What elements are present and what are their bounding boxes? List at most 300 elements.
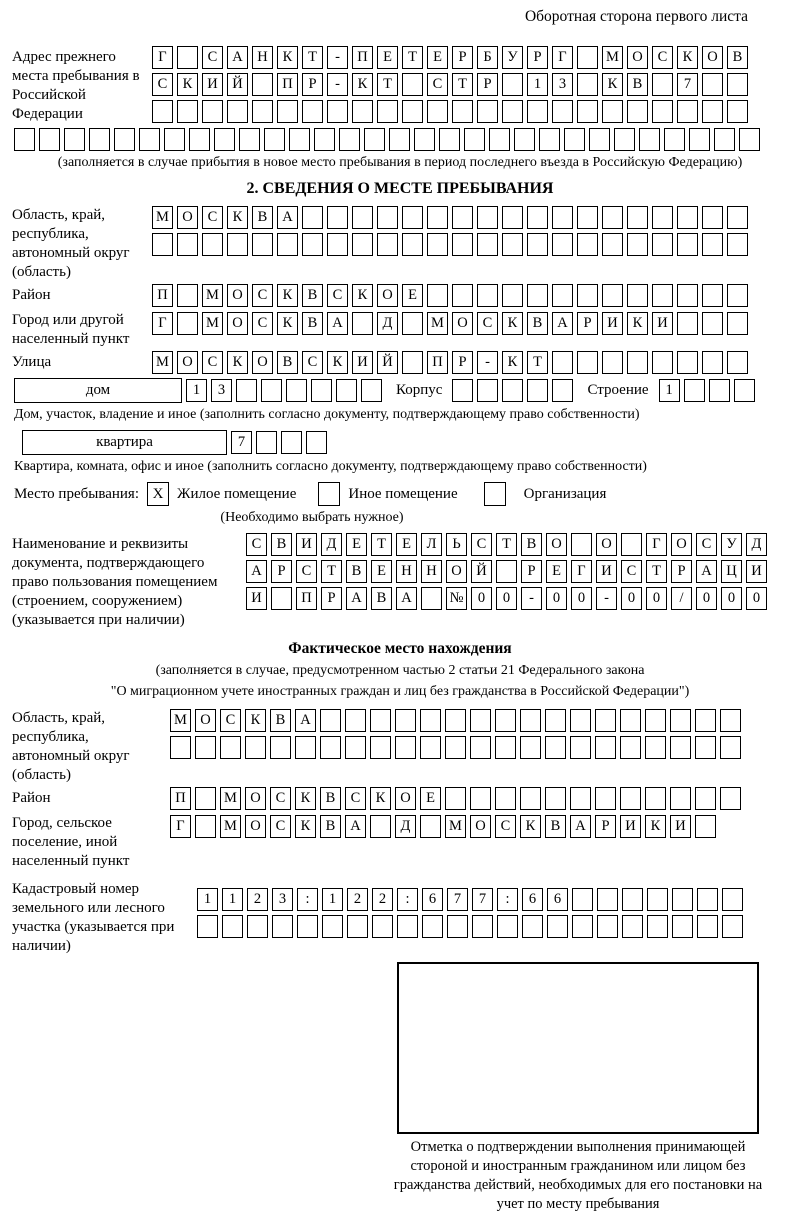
region-row-1 (152, 206, 748, 229)
char-cell: К (177, 73, 198, 96)
char-cell: К (295, 787, 316, 810)
char-cell: Е (402, 284, 423, 307)
char-cell (470, 709, 491, 732)
char-cell: 3 (272, 888, 293, 911)
char-cell: М (220, 787, 241, 810)
char-cell: 6 (522, 888, 543, 911)
char-cell (702, 206, 723, 229)
char-cell: К (352, 73, 373, 96)
char-cell (502, 379, 523, 402)
actual-district-row (170, 787, 741, 810)
char-cell: Т (527, 351, 548, 374)
char-cell: Н (396, 560, 417, 583)
char-cell (622, 888, 643, 911)
char-cell (302, 233, 323, 256)
char-cell (545, 709, 566, 732)
stay-type-label: Место пребывания: (14, 485, 139, 502)
char-cell (595, 736, 616, 759)
char-cell: А (552, 312, 573, 335)
char-cell: О (671, 533, 692, 556)
char-cell (370, 736, 391, 759)
house-line (14, 378, 788, 403)
apartment-caption: Квартира, комната, офис и иное (заполнить согласно документу, подтверждающему право собственности) (14, 459, 647, 474)
char-cell (427, 206, 448, 229)
char-cell (520, 709, 541, 732)
char-cell: Е (396, 533, 417, 556)
char-cell: 0 (721, 587, 742, 610)
char-cell: Р (302, 73, 323, 96)
char-cell: Д (321, 533, 342, 556)
char-cell (452, 233, 473, 256)
char-cell (261, 379, 282, 402)
char-cell: У (502, 46, 523, 69)
char-cell: 0 (471, 587, 492, 610)
char-cell (195, 736, 216, 759)
char-cell (697, 915, 718, 938)
char-cell (361, 379, 382, 402)
char-cell (177, 312, 198, 335)
apartment-cells (231, 431, 327, 454)
char-cell (620, 709, 641, 732)
char-cell: С (471, 533, 492, 556)
document-block (12, 533, 788, 630)
prev-address-row-3 (152, 100, 748, 123)
char-cell: Г (152, 312, 173, 335)
district-label: Район (12, 287, 51, 303)
option-residential-label: Жилое помещение (177, 485, 297, 502)
char-cell: П (296, 587, 317, 610)
prev-address-row-2 (152, 73, 748, 96)
char-cell (139, 128, 160, 151)
actual-district-label: Район (12, 790, 51, 806)
char-cell (602, 284, 623, 307)
char-cell (281, 431, 302, 454)
char-cell (589, 128, 610, 151)
char-cell: К (295, 815, 316, 838)
char-cell (302, 206, 323, 229)
house-cells (186, 379, 382, 402)
char-cell (445, 709, 466, 732)
char-cell (545, 787, 566, 810)
prev-address-label: Адрес прежнего места пребывания в Российской Федерации (12, 49, 140, 122)
char-cell (677, 284, 698, 307)
char-cell: 0 (696, 587, 717, 610)
char-cell (402, 100, 423, 123)
char-cell (421, 587, 442, 610)
char-cell: Ь (446, 533, 467, 556)
actual-district-block (12, 787, 788, 810)
char-cell: И (596, 560, 617, 583)
char-cell: В (302, 284, 323, 307)
char-cell: И (352, 351, 373, 374)
char-cell (452, 100, 473, 123)
prev-address-row-1 (152, 46, 748, 69)
char-cell (170, 736, 191, 759)
char-cell (502, 73, 523, 96)
char-cell (621, 533, 642, 556)
char-cell: В (302, 312, 323, 335)
char-cell: С (427, 73, 448, 96)
char-cell (495, 709, 516, 732)
char-cell (370, 709, 391, 732)
char-cell (552, 206, 573, 229)
char-cell: А (327, 312, 348, 335)
char-cell: Н (421, 560, 442, 583)
char-cell: Г (152, 46, 173, 69)
char-cell (347, 915, 368, 938)
char-cell (311, 379, 332, 402)
char-cell: 7 (677, 73, 698, 96)
char-cell (477, 206, 498, 229)
char-cell (352, 206, 373, 229)
char-cell (189, 128, 210, 151)
char-cell: С (495, 815, 516, 838)
char-cell (695, 736, 716, 759)
char-cell (352, 312, 373, 335)
char-cell (645, 787, 666, 810)
stroenie-label: Строение (587, 382, 649, 398)
char-cell: М (202, 284, 223, 307)
char-cell (727, 73, 748, 96)
char-cell (722, 915, 743, 938)
city-row (152, 309, 748, 335)
char-cell (702, 351, 723, 374)
char-cell (306, 431, 327, 454)
char-cell (427, 100, 448, 123)
char-cell (702, 284, 723, 307)
char-cell: С (652, 46, 673, 69)
char-cell: / (671, 587, 692, 610)
char-cell: М (202, 312, 223, 335)
char-cell (684, 379, 705, 402)
char-cell: И (246, 587, 267, 610)
actual-location-caption-2: "О миграционном учете иностранных граждан и лиц без гражданства в Российской Федерации") (110, 684, 690, 699)
char-cell: О (227, 312, 248, 335)
char-cell: О (702, 46, 723, 69)
char-cell: О (627, 46, 648, 69)
document-row-3 (246, 587, 767, 610)
char-cell: К (277, 312, 298, 335)
char-cell (297, 915, 318, 938)
char-cell: О (596, 533, 617, 556)
char-cell: С (621, 560, 642, 583)
region-block (12, 204, 788, 282)
char-cell (227, 233, 248, 256)
char-cell (277, 233, 298, 256)
char-cell: Р (321, 587, 342, 610)
char-cell (677, 206, 698, 229)
char-cell: М (220, 815, 241, 838)
char-cell: И (670, 815, 691, 838)
actual-city-label: Город, сельское поселение, иной населенный пункт (12, 815, 130, 869)
char-cell (527, 284, 548, 307)
char-cell: 7 (472, 888, 493, 911)
char-cell: О (195, 709, 216, 732)
city-block (12, 309, 788, 349)
char-cell: К (502, 312, 523, 335)
char-cell (652, 233, 673, 256)
char-cell (714, 128, 735, 151)
char-cell (427, 233, 448, 256)
char-cell: О (470, 815, 491, 838)
char-cell: О (252, 351, 273, 374)
char-cell (697, 888, 718, 911)
char-cell (245, 736, 266, 759)
char-cell (577, 233, 598, 256)
prev-address-caption: (заполняется в случае прибытия в новое место пребывания в период последнего въезда в Российскую Федерацию) (57, 155, 743, 170)
char-cell: Й (227, 73, 248, 96)
char-cell: Т (402, 46, 423, 69)
char-cell (652, 206, 673, 229)
char-cell (195, 815, 216, 838)
char-cell: В (727, 46, 748, 69)
char-cell: 1 (186, 379, 207, 402)
char-cell (295, 736, 316, 759)
char-cell: № (446, 587, 467, 610)
char-cell: 2 (247, 888, 268, 911)
char-cell: Г (170, 815, 191, 838)
char-cell (727, 284, 748, 307)
char-cell (527, 233, 548, 256)
checkbox-residential: X (147, 482, 169, 506)
char-cell (552, 100, 573, 123)
char-cell: С (270, 815, 291, 838)
char-cell (720, 709, 741, 732)
char-cell (477, 233, 498, 256)
char-cell: 6 (547, 888, 568, 911)
char-cell: И (746, 560, 767, 583)
char-cell (645, 736, 666, 759)
char-cell: П (152, 284, 173, 307)
char-cell (402, 73, 423, 96)
prev-address-overflow-row (14, 128, 788, 151)
char-cell (720, 787, 741, 810)
char-cell (577, 351, 598, 374)
char-cell (577, 100, 598, 123)
char-cell (395, 736, 416, 759)
char-cell: К (352, 284, 373, 307)
char-cell (345, 709, 366, 732)
char-cell (377, 206, 398, 229)
char-cell (402, 233, 423, 256)
char-cell: Р (527, 46, 548, 69)
char-cell (670, 736, 691, 759)
char-cell (445, 787, 466, 810)
char-cell (695, 709, 716, 732)
char-cell: Е (420, 787, 441, 810)
char-cell: С (252, 312, 273, 335)
char-cell: Т (452, 73, 473, 96)
header-note: Оборотная сторона первого листа (524, 8, 748, 25)
char-cell (227, 100, 248, 123)
char-cell (602, 100, 623, 123)
char-cell (377, 233, 398, 256)
char-cell: : (397, 888, 418, 911)
char-cell (220, 736, 241, 759)
char-cell: Е (371, 560, 392, 583)
char-cell: - (327, 46, 348, 69)
char-cell: И (602, 312, 623, 335)
char-cell (571, 533, 592, 556)
street-row (152, 351, 748, 374)
char-cell (195, 787, 216, 810)
city-label: Город или другой населенный пункт (12, 312, 130, 347)
char-cell: Ц (721, 560, 742, 583)
stamp-caption: Отметка о подтверждении выполнения принимающей стороной и иностранным гражданином или лицом без гражданства действий, необходимых для его постановки на учет по месту пребывания (393, 1139, 763, 1212)
char-cell: К (602, 73, 623, 96)
char-cell (645, 709, 666, 732)
char-cell (202, 233, 223, 256)
char-cell (597, 888, 618, 911)
char-cell (489, 128, 510, 151)
char-cell: П (352, 46, 373, 69)
char-cell: 0 (746, 587, 767, 610)
char-cell: 0 (646, 587, 667, 610)
char-cell (252, 100, 273, 123)
char-cell (702, 233, 723, 256)
char-cell: П (427, 351, 448, 374)
char-cell: В (320, 815, 341, 838)
char-cell (470, 787, 491, 810)
char-cell (702, 100, 723, 123)
char-cell (470, 736, 491, 759)
char-cell: Р (271, 560, 292, 583)
char-cell (314, 128, 335, 151)
char-cell: С (220, 709, 241, 732)
prev-address-block (12, 46, 788, 124)
actual-location-title: Фактическое место нахождения (288, 640, 512, 657)
char-cell (595, 787, 616, 810)
char-cell (622, 915, 643, 938)
char-cell: С (152, 73, 173, 96)
char-cell: Р (671, 560, 692, 583)
char-cell (620, 787, 641, 810)
char-cell (402, 206, 423, 229)
apartment-box: квартира (22, 430, 227, 455)
char-cell (727, 233, 748, 256)
char-cell (445, 736, 466, 759)
char-cell (477, 284, 498, 307)
char-cell (427, 284, 448, 307)
stay-type-caption: (Необходимо выбрать нужное) (220, 510, 404, 525)
char-cell (502, 284, 523, 307)
char-cell: Й (471, 560, 492, 583)
char-cell: И (652, 312, 673, 335)
char-cell (420, 736, 441, 759)
char-cell: С (202, 206, 223, 229)
actual-region-block (12, 707, 788, 785)
char-cell: Е (546, 560, 567, 583)
char-cell: Р (452, 351, 473, 374)
char-cell: : (497, 888, 518, 911)
char-cell: К (245, 709, 266, 732)
char-cell (452, 379, 473, 402)
char-cell: О (546, 533, 567, 556)
char-cell (327, 100, 348, 123)
cadastre-row-1 (197, 888, 743, 911)
char-cell: В (371, 587, 392, 610)
char-cell: Р (452, 46, 473, 69)
char-cell (327, 206, 348, 229)
char-cell (627, 351, 648, 374)
char-cell (420, 709, 441, 732)
char-cell (322, 915, 343, 938)
char-cell (627, 206, 648, 229)
char-cell (552, 233, 573, 256)
char-cell (577, 46, 598, 69)
char-cell: К (677, 46, 698, 69)
actual-location-caption-1: (заполняется в случае, предусмотренном частью 2 статьи 21 Федерального закона (155, 663, 645, 678)
char-cell: 2 (372, 888, 393, 911)
char-cell (370, 815, 391, 838)
checkbox-organization (484, 482, 506, 506)
char-cell: С (296, 560, 317, 583)
char-cell (327, 233, 348, 256)
char-cell (727, 351, 748, 374)
char-cell: Н (252, 46, 273, 69)
char-cell: Т (646, 560, 667, 583)
char-cell (152, 233, 173, 256)
char-cell (627, 233, 648, 256)
char-cell: 1 (197, 888, 218, 911)
char-cell: О (395, 787, 416, 810)
char-cell (652, 351, 673, 374)
char-cell (14, 128, 35, 151)
char-cell (502, 206, 523, 229)
char-cell (177, 284, 198, 307)
char-cell: Т (496, 533, 517, 556)
char-cell (302, 100, 323, 123)
char-cell: О (245, 815, 266, 838)
char-cell (620, 736, 641, 759)
char-cell (595, 709, 616, 732)
char-cell: А (346, 587, 367, 610)
char-cell (520, 787, 541, 810)
char-cell: К (227, 351, 248, 374)
char-cell: 1 (659, 379, 680, 402)
char-cell: В (545, 815, 566, 838)
char-cell (89, 128, 110, 151)
char-cell (152, 100, 173, 123)
cadastre-row-2 (197, 915, 743, 938)
char-cell: Д (746, 533, 767, 556)
char-cell (164, 128, 185, 151)
korpus-label: Корпус (396, 382, 443, 398)
char-cell (402, 351, 423, 374)
apartment-line (14, 430, 788, 455)
char-cell (570, 787, 591, 810)
char-cell: И (296, 533, 317, 556)
char-cell: Д (395, 815, 416, 838)
char-cell (447, 915, 468, 938)
char-cell (277, 100, 298, 123)
actual-city-row (170, 812, 716, 838)
char-cell (539, 128, 560, 151)
char-cell (270, 736, 291, 759)
actual-city-block (12, 812, 788, 871)
char-cell (252, 233, 273, 256)
stay-type-line (14, 482, 788, 506)
char-cell: Т (371, 533, 392, 556)
char-cell (177, 233, 198, 256)
char-cell: 3 (552, 73, 573, 96)
char-cell: 0 (546, 587, 567, 610)
char-cell: 0 (571, 587, 592, 610)
char-cell (709, 379, 730, 402)
char-cell (452, 206, 473, 229)
stroenie-cells (659, 379, 755, 402)
district-row (152, 284, 748, 307)
